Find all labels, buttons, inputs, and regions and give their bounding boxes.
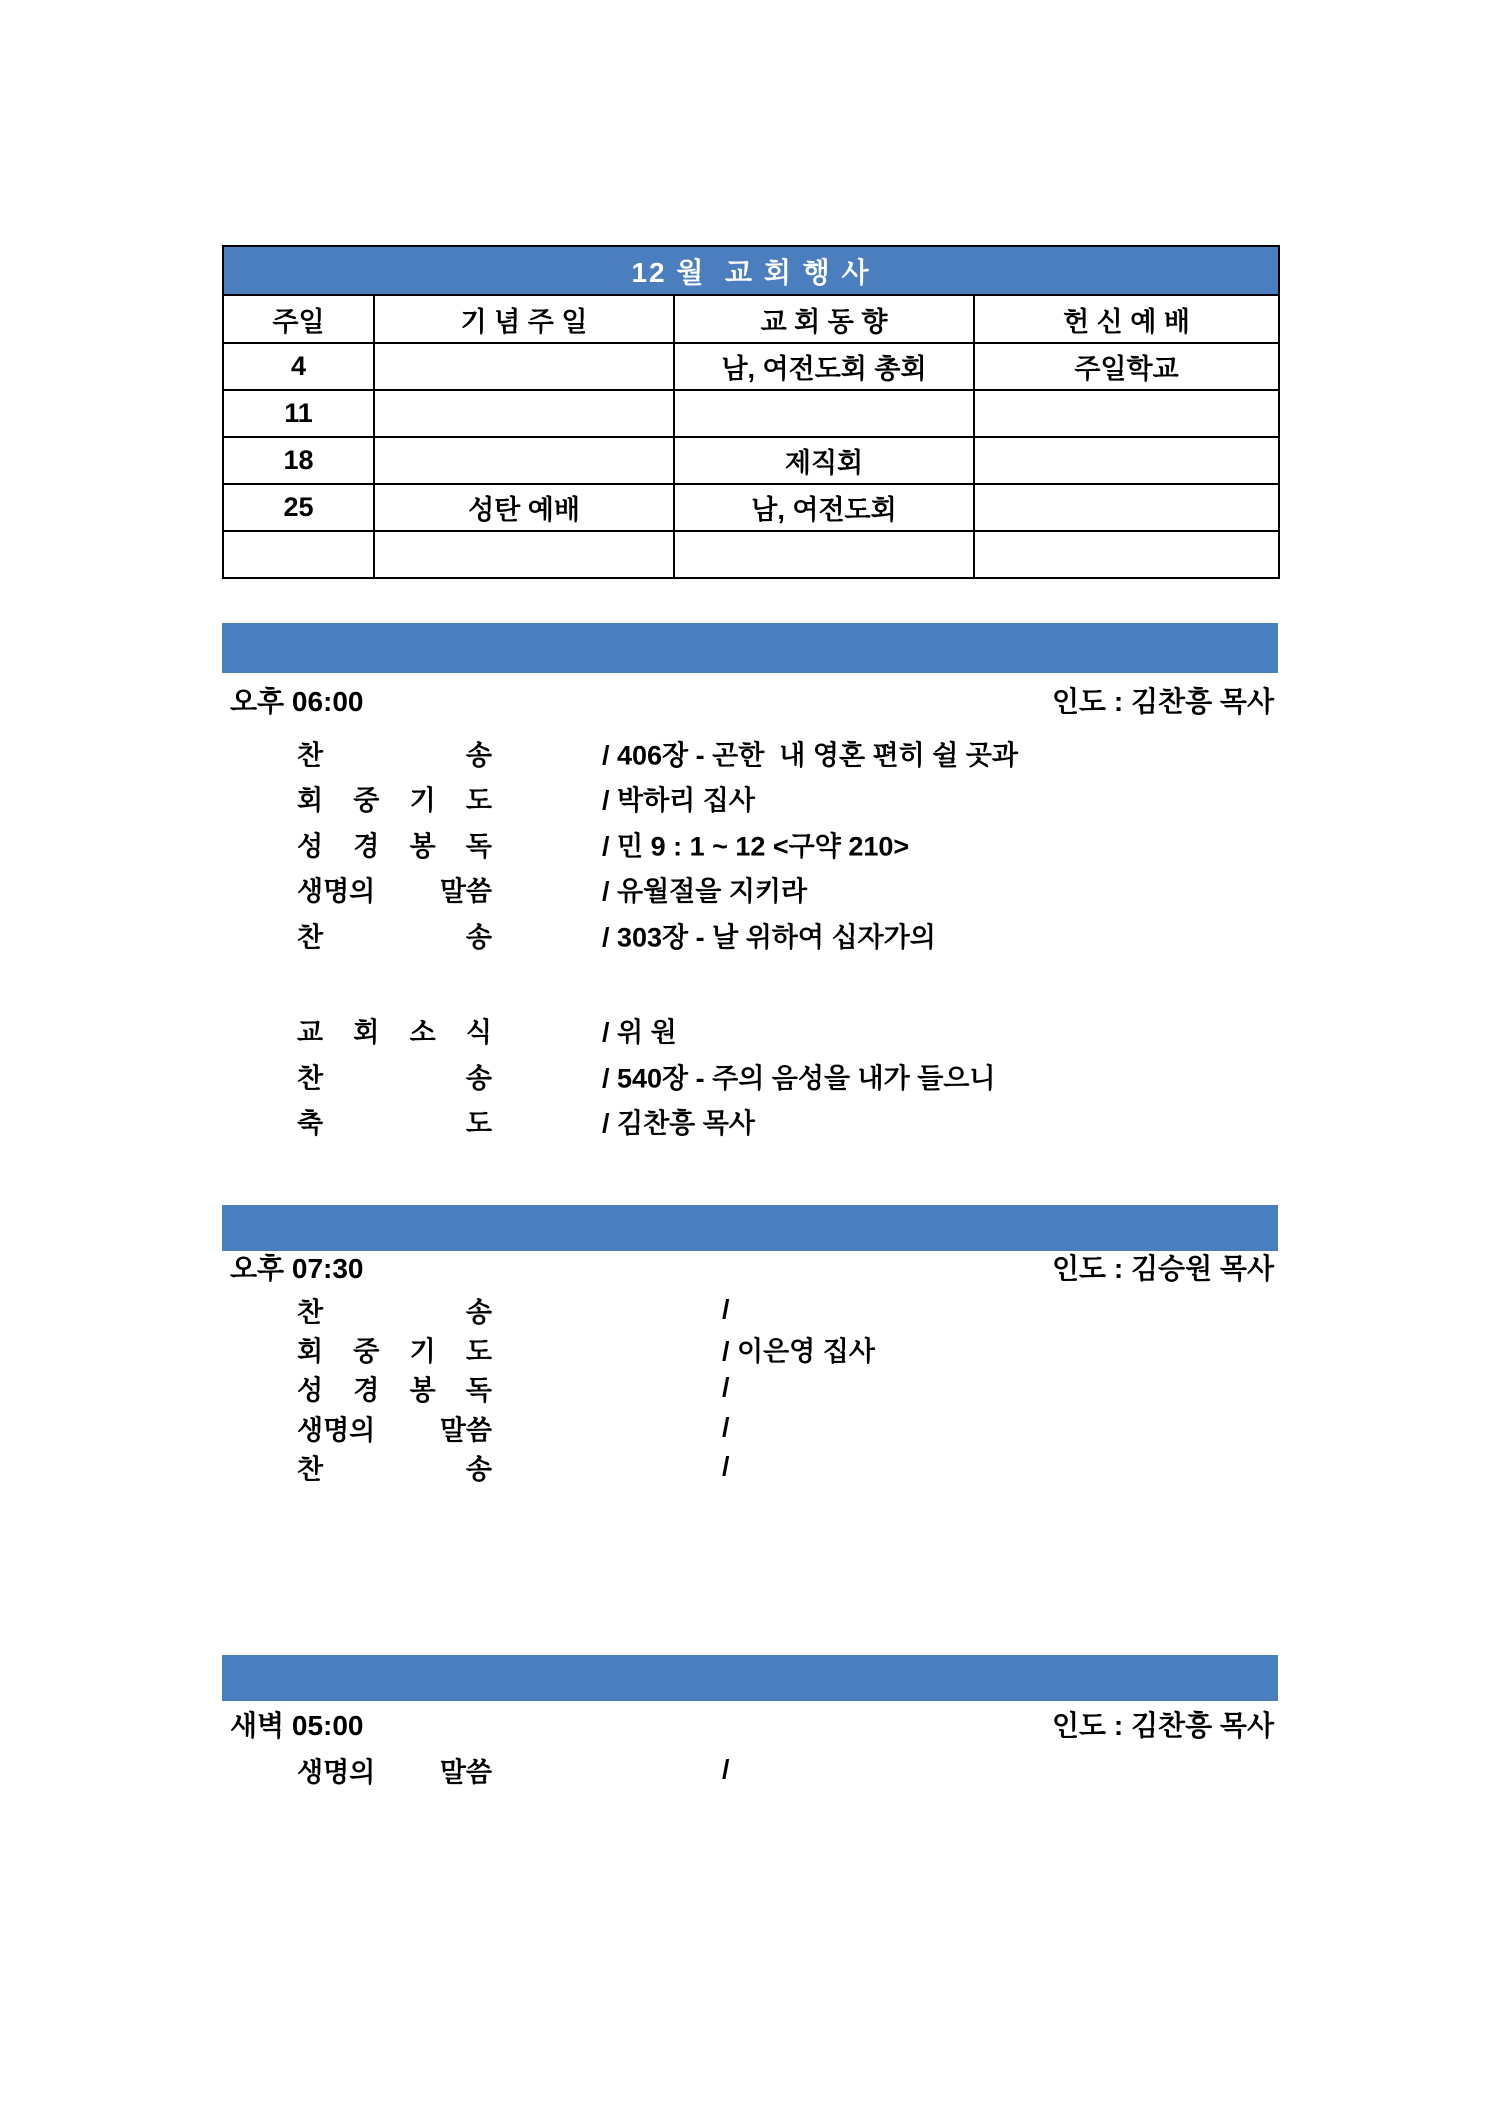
order-item bbox=[222, 1053, 1278, 1099]
section-title: 삼일 저녁 예배 bbox=[669, 1257, 868, 1290]
service-time: 오후 07:30 bbox=[230, 1253, 364, 1284]
events-table-title-row bbox=[223, 246, 1279, 295]
order-item bbox=[222, 867, 1278, 913]
order-item bbox=[222, 730, 1278, 776]
order-item-label: 성 경 봉 독 bbox=[297, 1375, 492, 1406]
service-leader: 인도 : 김찬흥 목사 bbox=[1052, 1710, 1274, 1741]
order-item bbox=[222, 1099, 1278, 1145]
order-item bbox=[222, 1750, 1278, 1790]
order-item-label: 성 경 봉 독 bbox=[297, 831, 492, 862]
table-cell: 11 bbox=[223, 390, 374, 437]
order-item-label: 생명의 말씀 bbox=[297, 1757, 492, 1788]
table-cell: 성탄 예배 bbox=[374, 484, 674, 531]
order-item-label: 찬 송 bbox=[297, 922, 492, 953]
table-row bbox=[223, 390, 1279, 437]
order-item-label: 찬 송 bbox=[297, 740, 492, 771]
order-item-value: / 540장 - 주의 음성을 내가 들으니 bbox=[602, 1063, 996, 1094]
order-item-value: / bbox=[722, 1451, 730, 1482]
table-row bbox=[223, 343, 1279, 390]
order-item-label: 찬 송 bbox=[297, 1063, 492, 1094]
service-leader: 인도 : 김찬흥 목사 bbox=[1052, 686, 1274, 717]
events-table bbox=[222, 245, 1280, 579]
order-item-value: / 김찬흥 목사 bbox=[602, 1108, 755, 1139]
column-header-commemoration: 기 념 주 일 bbox=[374, 295, 674, 343]
column-header-dedication: 헌 신 예 배 bbox=[974, 295, 1279, 343]
order-item-value: / bbox=[722, 1412, 730, 1443]
column-header-church-news: 교 회 동 향 bbox=[674, 295, 974, 343]
order-item bbox=[222, 821, 1278, 867]
table-cell: 25 bbox=[223, 484, 374, 531]
order-item-label: 축 도 bbox=[297, 1108, 492, 1139]
table-cell: 남, 여전도회 총회 bbox=[674, 343, 974, 390]
order-item-label: 회 중 기 도 bbox=[297, 785, 492, 816]
table-cell bbox=[674, 531, 974, 578]
order-item bbox=[222, 1329, 1278, 1368]
order-item-value: / 위 원 bbox=[602, 1017, 677, 1048]
table-row bbox=[223, 484, 1279, 531]
order-item-value: / 민 9 : 1 ~ 12 <구약 210> bbox=[602, 831, 910, 862]
section-title: 주일 저녁 예배 bbox=[669, 681, 868, 714]
service-time: 새벽 05:00 bbox=[230, 1710, 364, 1741]
table-cell bbox=[374, 390, 674, 437]
table-cell bbox=[974, 531, 1279, 578]
table-cell bbox=[374, 437, 674, 484]
order-item bbox=[222, 912, 1278, 958]
table-cell bbox=[223, 531, 374, 578]
order-item-value: / 이은영 집사 bbox=[722, 1336, 875, 1367]
order-item-label: 찬 송 bbox=[297, 1454, 492, 1485]
order-item-value: / bbox=[722, 1294, 730, 1325]
table-cell: 18 bbox=[223, 437, 374, 484]
order-item-value: / 303장 - 날 위하여 십자가의 bbox=[602, 922, 936, 953]
order-spacer bbox=[222, 958, 1278, 1008]
order-of-worship-wednesday-evening bbox=[222, 1290, 1278, 1486]
service-info-dawn-prayer bbox=[222, 1711, 1278, 1741]
order-item bbox=[222, 1369, 1278, 1408]
service-info-wednesday-evening bbox=[222, 1254, 1278, 1284]
order-item-value: / 406장 - 곤한 내 영혼 편히 쉴 곳과 bbox=[602, 740, 1018, 771]
order-item-label: 생명의 말씀 bbox=[297, 876, 492, 907]
order-item bbox=[222, 776, 1278, 822]
service-leader: 인도 : 김승원 목사 bbox=[1052, 1253, 1274, 1284]
events-table-title: 12 월 교 회 행 사 bbox=[223, 246, 1279, 295]
table-row bbox=[223, 531, 1279, 578]
order-item-label: 회 중 기 도 bbox=[297, 1336, 492, 1367]
column-header-sunday: 주일 bbox=[223, 295, 374, 343]
order-item bbox=[222, 1290, 1278, 1329]
table-cell bbox=[374, 531, 674, 578]
order-item bbox=[222, 1008, 1278, 1054]
table-cell bbox=[974, 390, 1279, 437]
order-item-label: 찬 송 bbox=[297, 1297, 492, 1328]
table-row bbox=[223, 437, 1279, 484]
table-cell: 제직회 bbox=[674, 437, 974, 484]
order-item-value: / 유월절을 지키라 bbox=[602, 876, 808, 907]
table-cell bbox=[674, 390, 974, 437]
table-cell bbox=[374, 343, 674, 390]
table-cell: 남, 여전도회 bbox=[674, 484, 974, 531]
order-item-value: / bbox=[722, 1372, 730, 1403]
table-cell bbox=[974, 484, 1279, 531]
events-table-header-row bbox=[223, 295, 1279, 343]
section-title: 새벽 기도회 bbox=[689, 1707, 849, 1740]
order-item-label: 생명의 말씀 bbox=[297, 1415, 492, 1446]
order-item bbox=[222, 1408, 1278, 1447]
service-info-sunday-evening bbox=[222, 687, 1278, 717]
order-item-value: / bbox=[722, 1754, 730, 1785]
table-cell bbox=[974, 437, 1279, 484]
order-item-label: 교 회 소 식 bbox=[297, 1017, 492, 1048]
order-of-worship-sunday-evening bbox=[222, 730, 1278, 1144]
order-item-value: / 박하리 집사 bbox=[602, 785, 755, 816]
order-of-worship-dawn-prayer bbox=[222, 1750, 1278, 1790]
service-time: 오후 06:00 bbox=[230, 686, 364, 717]
order-item bbox=[222, 1447, 1278, 1486]
table-cell: 4 bbox=[223, 343, 374, 390]
table-cell: 주일학교 bbox=[974, 343, 1279, 390]
